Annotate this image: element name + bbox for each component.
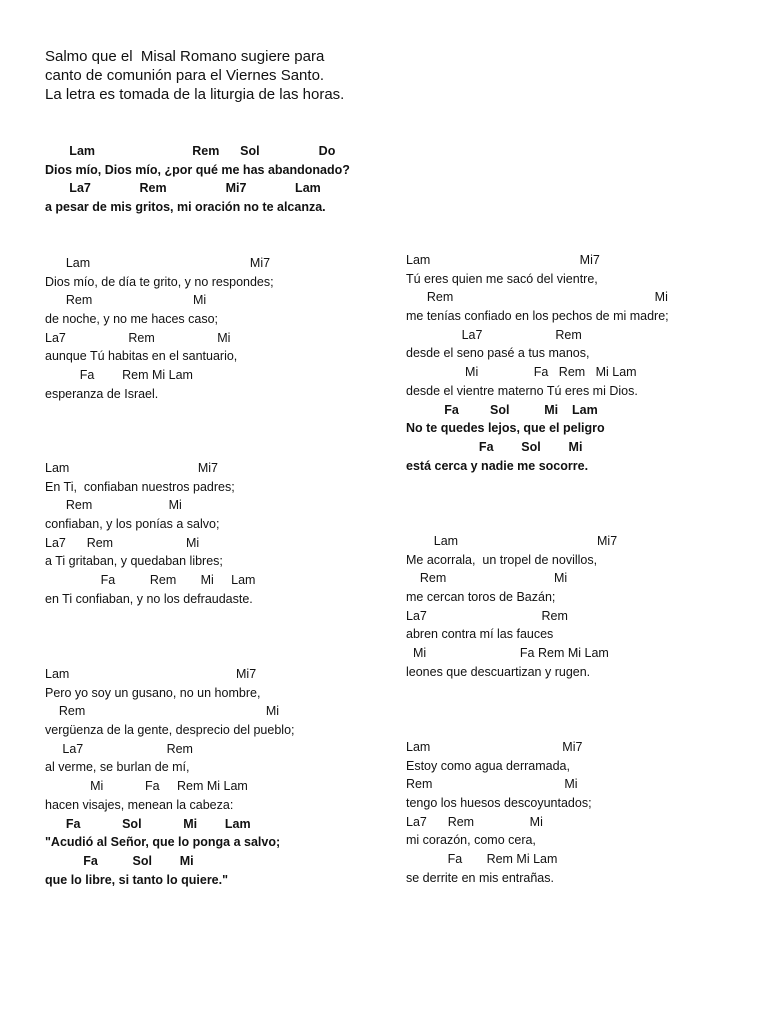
chord-line: La7 Rem	[45, 741, 193, 756]
chord-line: La7 Rem Mi	[45, 330, 231, 345]
lyric-line: abren contra mí las fauces	[406, 627, 554, 642]
chord-line: Fa Rem Mi Lam	[406, 852, 558, 867]
chord-line: Lam Mi7	[45, 461, 218, 475]
intro-line: Salmo que el Misal Romano sugiere para	[45, 48, 325, 65]
chord-line: Lam Mi7	[406, 253, 600, 267]
lyric-line: Estoy como agua derramada,	[406, 758, 570, 773]
lyric-line: vergüenza de la gente, desprecio del pueblo;	[45, 723, 295, 738]
chord-line: Rem Mi	[406, 777, 578, 792]
lyric-line: hacen visajes, menean la cabeza:	[45, 797, 234, 812]
chord-line: Lam Mi7	[406, 740, 583, 754]
chord-line: Lam Mi7	[406, 534, 618, 548]
chord-line: La7 Rem	[406, 608, 568, 623]
chord-line: La7 Rem Mi7 Lam	[45, 181, 321, 196]
lyric-line: No te quedes lejos, que el peligro	[406, 421, 605, 436]
chord-line: Mi Fa Rem Mi Lam	[45, 779, 248, 794]
chord-line: Lam Mi7	[45, 256, 271, 270]
verse-block	[406, 251, 669, 475]
lyric-line: tengo los huesos descoyuntados;	[406, 796, 592, 811]
chord-line: Lam Rem Sol Do	[45, 144, 336, 158]
verse-block	[406, 738, 592, 888]
lyric-line: se derrite en mis entrañas.	[406, 870, 554, 885]
lyric-line: me tenías confiado en los pechos de mi madre;	[406, 309, 669, 324]
chord-line: Mi Fa Rem Mi Lam	[406, 365, 637, 380]
lyric-line: "Acudió al Señor, que lo ponga a salvo;	[45, 835, 281, 850]
intro-line: canto de comunión para el Viernes Santo.	[45, 67, 325, 84]
lyric-line: Pero yo soy un gusano, no un hombre,	[45, 685, 261, 700]
lyric-line: en Ti confiaban, y no los defraudaste.	[45, 591, 253, 606]
lyric-line: desde el seno pasé a tus manos,	[406, 346, 590, 361]
intro-line: La letra es tomada de la liturgia de las horas.	[45, 86, 345, 103]
lyric-line: a Ti gritaban, y quedaban libres;	[45, 554, 223, 569]
lyric-line: Dios mío, de día te grito, y no respondes;	[45, 274, 274, 289]
lyric-line: leones que descuartizan y rugen.	[406, 664, 591, 679]
lyric-line: En Ti, confiaban nuestros padres;	[45, 479, 235, 494]
verse-block	[406, 532, 617, 682]
chord-line: Lam Mi7	[45, 667, 257, 681]
lyric-line: a pesar de mis gritos, mi oración no te alcanza.	[45, 200, 326, 215]
chord-line: La7 Rem	[406, 327, 582, 342]
intro-text	[45, 47, 344, 104]
chord-line: Fa Sol Mi Lam	[406, 402, 598, 417]
chord-line: Rem Mi	[406, 290, 668, 305]
lyric-line: confiaban, y los ponías a salvo;	[45, 517, 220, 532]
lyric-line: Dios mío, Dios mío, ¿por qué me has abandonado?	[45, 162, 350, 177]
lyric-line: aunque Tú habitas en el santuario,	[45, 349, 238, 364]
chord-line: Rem Mi	[406, 571, 568, 586]
chord-line: La7 Rem Mi	[406, 814, 543, 829]
chord-line: Fa Sol Mi	[45, 853, 194, 868]
lyric-line: esperanza de Israel.	[45, 386, 159, 401]
verse-block	[45, 254, 274, 404]
lyric-line: está cerca y nadie me socorre.	[406, 458, 589, 473]
chord-line: Rem Mi	[45, 498, 182, 513]
lyric-line: mi corazón, como cera,	[406, 833, 536, 848]
refrain-block	[45, 142, 350, 217]
chord-line: Fa Rem Mi Lam	[45, 368, 193, 383]
chord-line: La7 Rem Mi	[45, 535, 200, 550]
lyric-line: al verme, se burlan de mí,	[45, 760, 190, 775]
chord-line: Rem Mi	[45, 293, 207, 308]
lyric-line: me cercan toros de Bazán;	[406, 590, 556, 605]
verse-block	[45, 459, 255, 609]
lyric-line: de noche, y no me haces caso;	[45, 312, 219, 327]
lyric-line: Tú eres quien me sacó del vientre,	[406, 271, 598, 286]
chord-line: Fa Sol Mi	[406, 439, 583, 454]
chord-line: Fa Sol Mi Lam	[45, 816, 251, 831]
chord-line: Rem Mi	[45, 704, 280, 719]
lyric-line: Me acorrala, un tropel de novillos,	[406, 552, 598, 567]
lyric-line: desde el vientre materno Tú eres mi Dios.	[406, 383, 638, 398]
chord-line: Mi Fa Rem Mi Lam	[406, 646, 609, 661]
chord-line: Fa Rem Mi Lam	[45, 573, 256, 588]
verse-block	[45, 665, 295, 889]
lyric-line: que lo libre, si tanto lo quiere."	[45, 872, 229, 887]
